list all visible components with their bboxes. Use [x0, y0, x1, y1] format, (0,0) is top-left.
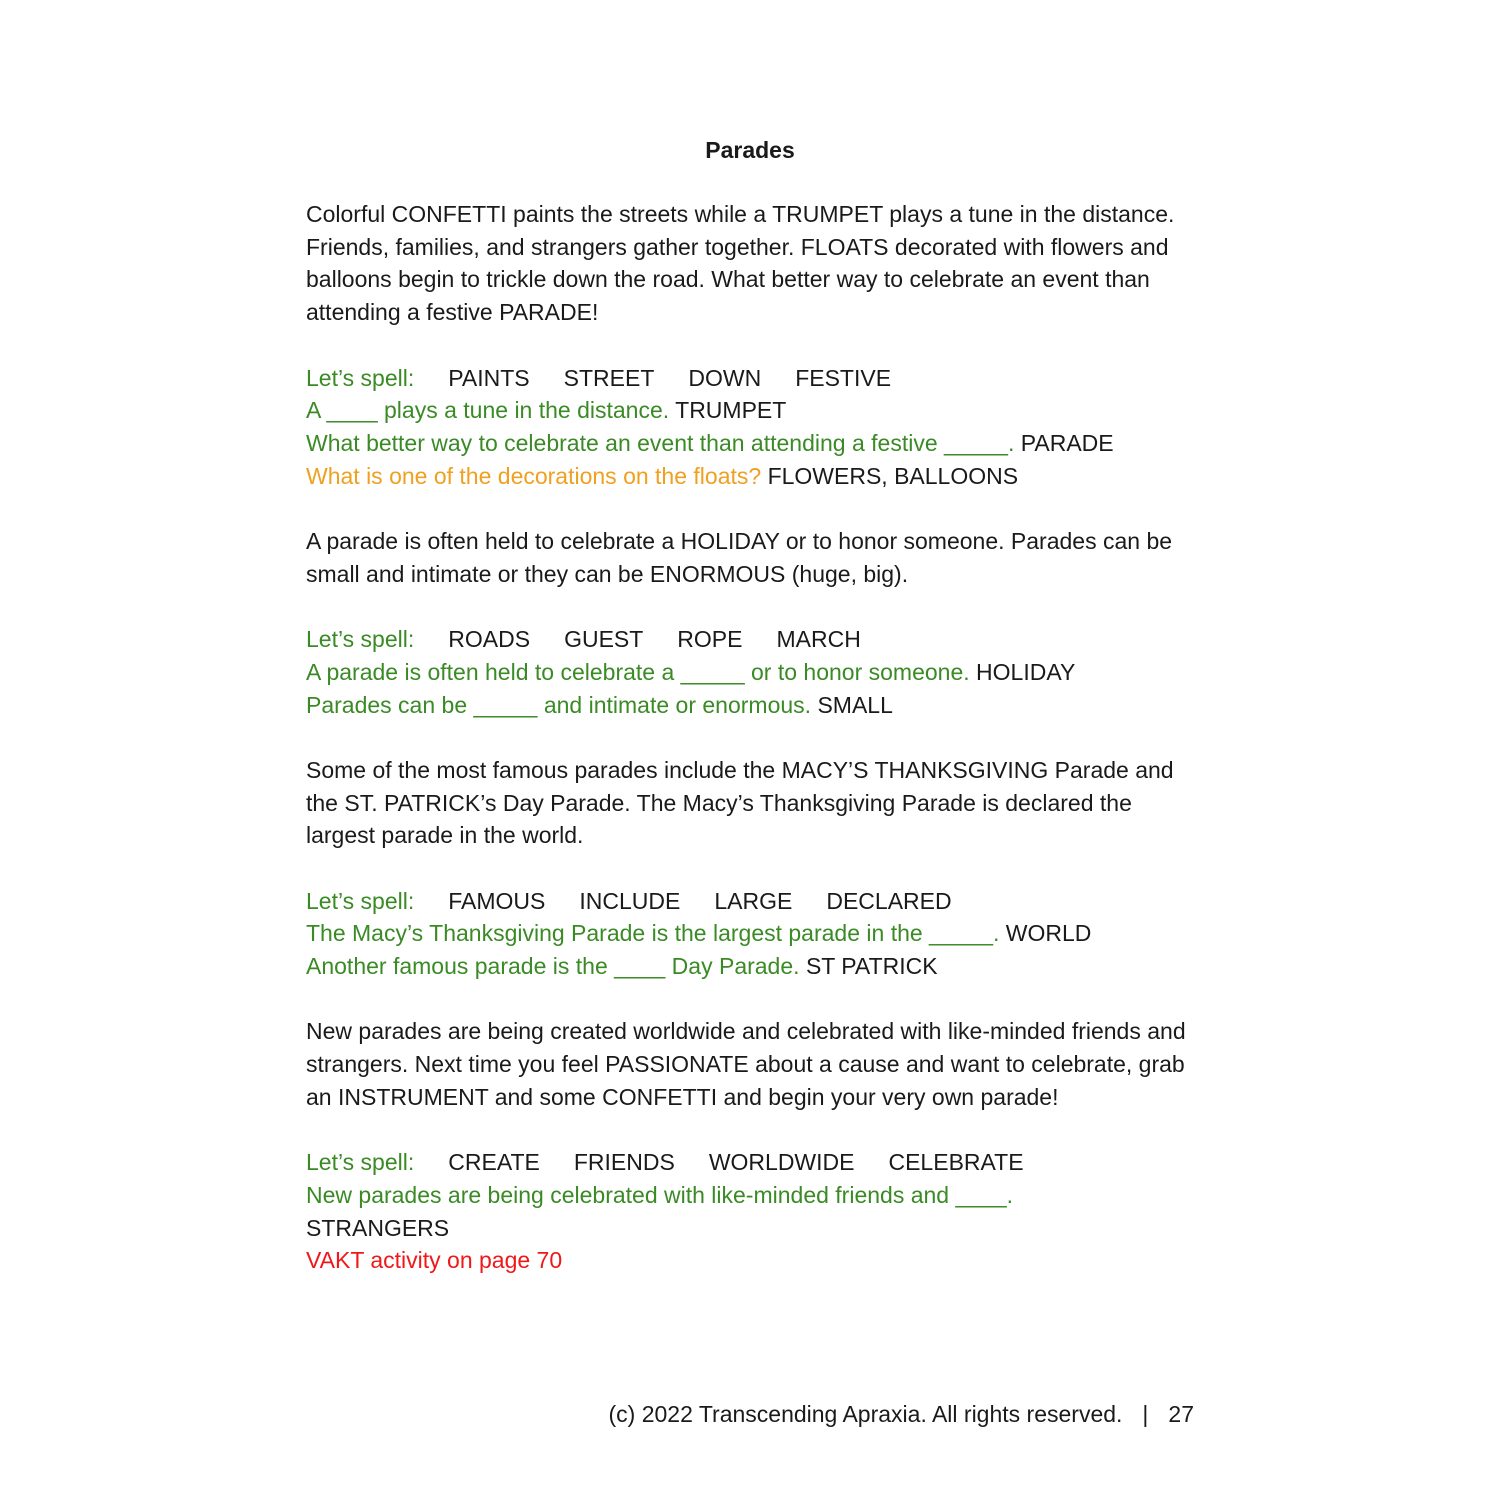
question-answer: HOLIDAY [976, 658, 1076, 685]
question-answer: TRUMPET [675, 397, 787, 424]
passage-paragraph: A parade is often held to celebrate a HOLIDAY or to honor someone. Parades can be small and intimate or they can be ENORMOUS (huge, big). [306, 528, 1173, 587]
question-line [306, 1179, 1201, 1212]
footer-separator: | [1142, 1401, 1149, 1427]
question-answer: ST PATRICK [805, 953, 938, 980]
question-prompt: A ____ plays a tune in the distance. [306, 397, 670, 424]
spell-words-row [306, 362, 1201, 395]
spell-label: Let’s spell: [306, 887, 415, 914]
spelling-exercise [306, 1146, 1201, 1277]
spell-word: PAINTS [448, 364, 530, 391]
spell-words-row [306, 1146, 1201, 1179]
spell-word: STREET [563, 364, 655, 391]
page-title: Parades [705, 137, 795, 163]
spell-word: ROADS [448, 626, 531, 653]
page-number: 27 [1168, 1401, 1194, 1427]
copyright-text: (c) 2022 Transcending Apraxia. All rights reserved. [608, 1401, 1123, 1427]
activity-note: VAKT activity on page 70 [306, 1247, 563, 1274]
passage-paragraph: Some of the most famous parades include the MACY’S THANKSGIVING Parade and the ST. PATRICK’s Day Parade. The Macy’s Thanksgiving Parade is declared the largest parade in the world. [306, 756, 1174, 849]
spelling-exercise [306, 885, 1201, 983]
question-line [306, 1212, 1201, 1245]
passage-paragraph: New parades are being created worldwide and celebrated with like-minded friends and strangers. Next time you feel PASSIONATE about a cause and want to celebrate, grab an INSTRUMENT and some CONFETTI and begin your very own parade! [306, 1018, 1186, 1110]
question-answer: SMALL [817, 691, 893, 718]
passage-paragraph: Colorful CONFETTI paints the streets while a TRUMPET plays a tune in the distance. Friends, families, and strangers gather together. FLOATS decorated with flowers and balloons begin to trickle down the road. What better way to celebrate an event than attending a festive PARADE! [306, 201, 1175, 326]
spell-word: INCLUDE [579, 887, 681, 914]
question-line [306, 394, 1201, 427]
question-line [306, 689, 1201, 722]
spell-word: GUEST [564, 626, 644, 653]
question-line [306, 427, 1201, 460]
spell-label: Let’s spell: [306, 364, 415, 391]
question-prompt: Another famous parade is the ____ Day Parade. [306, 953, 800, 980]
worksheet-content [306, 198, 1201, 1310]
spell-word: FRIENDS [573, 1149, 675, 1176]
spell-word: ROPE [677, 626, 743, 653]
question-answer: WORLD [1005, 920, 1092, 947]
question-prompt: Parades can be _____ and intimate or enormous. [306, 691, 812, 718]
spell-word: LARGE [714, 887, 793, 914]
spell-words-row [306, 885, 1201, 918]
spell-word: CELEBRATE [888, 1149, 1024, 1176]
spell-word: DOWN [688, 364, 762, 391]
question-line [306, 917, 1201, 950]
spelling-exercise [306, 623, 1201, 721]
spell-word: FESTIVE [795, 364, 892, 391]
question-prompt: A parade is often held to celebrate a _____ or to honor someone. [306, 658, 970, 685]
question-answer: STRANGERS [306, 1214, 450, 1241]
spell-label: Let’s spell: [306, 1149, 415, 1176]
question-answer: FLOWERS, BALLOONS [767, 462, 1019, 489]
spell-word: MARCH [776, 626, 861, 653]
question-line [306, 460, 1201, 493]
spell-word: DECLARED [826, 887, 952, 914]
question-prompt: What is one of the decorations on the floats? [306, 462, 762, 489]
page-footer [608, 1398, 1194, 1430]
question-line [306, 656, 1201, 689]
spell-label: Let’s spell: [306, 626, 415, 653]
question-prompt: The Macy’s Thanksgiving Parade is the largest parade in the _____. [306, 920, 1000, 947]
question-prompt: What better way to celebrate an event than attending a festive _____. [306, 429, 1015, 456]
spell-words-row [306, 623, 1201, 656]
spell-word: FAMOUS [448, 887, 546, 914]
spelling-exercise [306, 362, 1201, 493]
spell-word: CREATE [448, 1149, 540, 1176]
spell-word: WORLDWIDE [708, 1149, 855, 1176]
question-answer: PARADE [1020, 429, 1114, 456]
question-line [306, 950, 1201, 983]
question-prompt: New parades are being celebrated with like-minded friends and ____. [306, 1181, 1014, 1208]
